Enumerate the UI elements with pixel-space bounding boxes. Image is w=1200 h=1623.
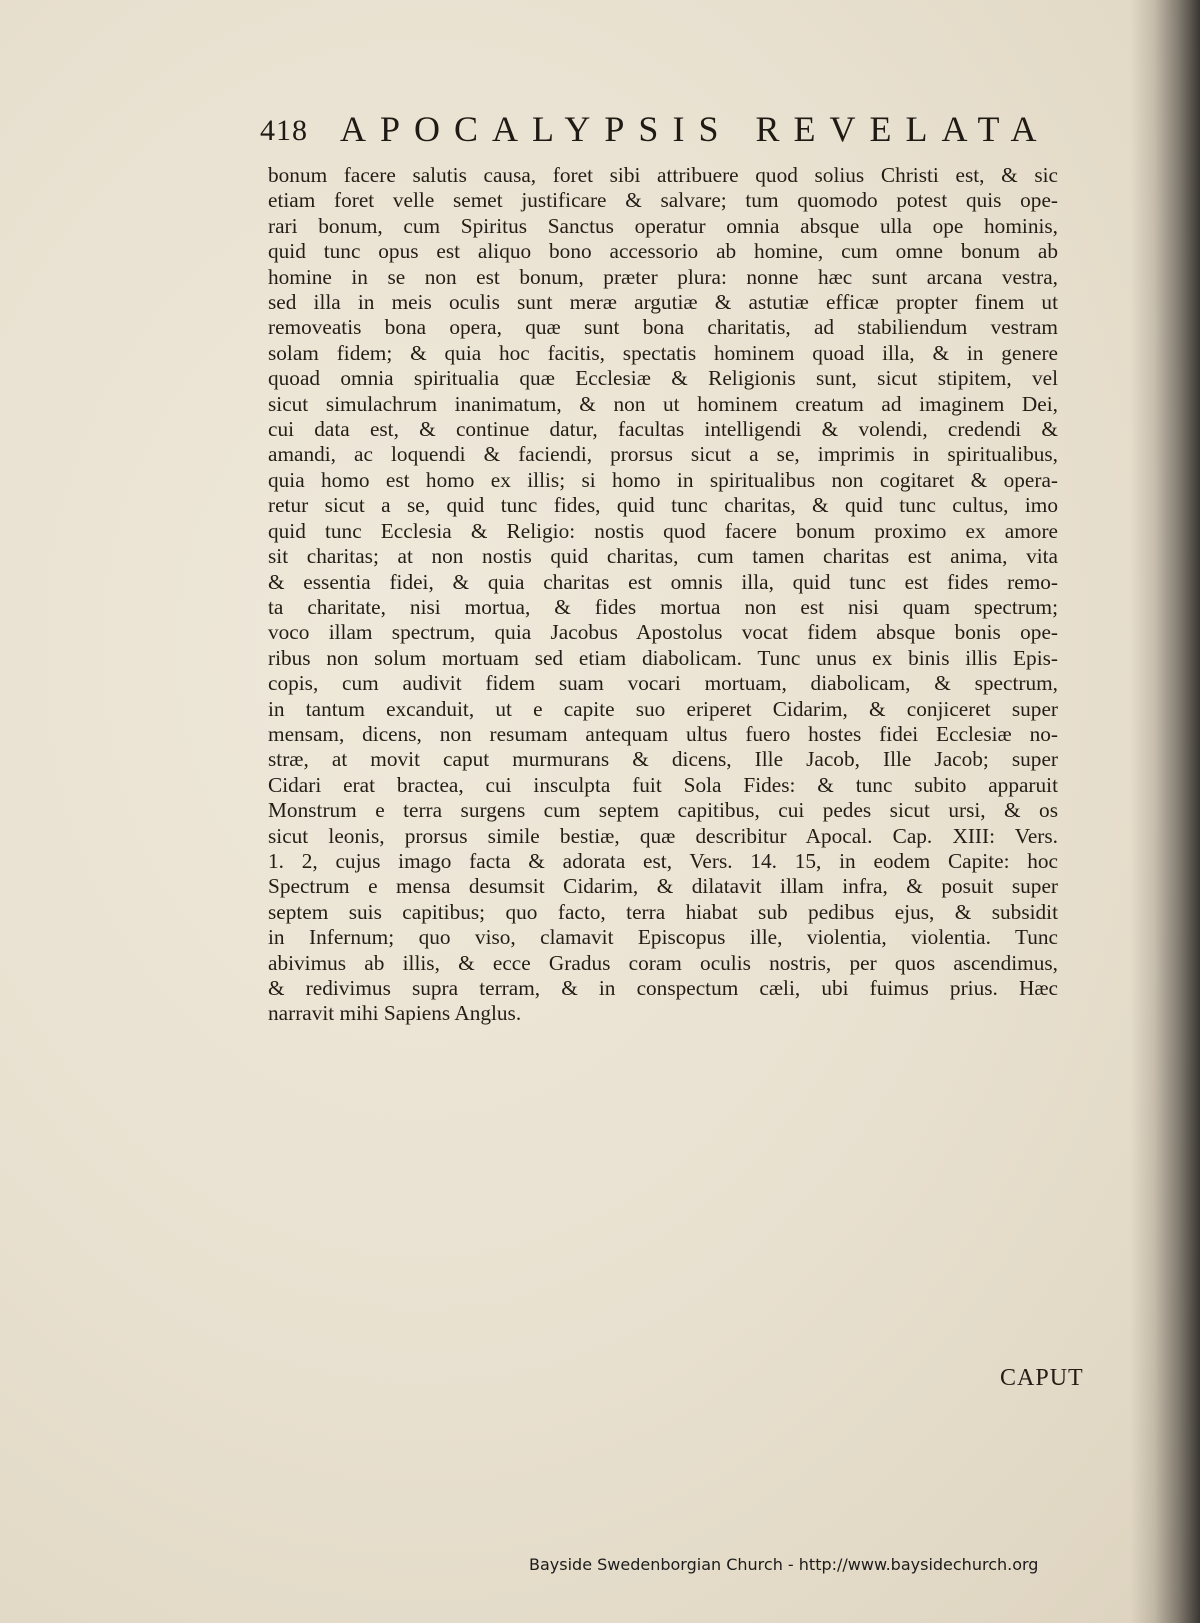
footer-credit: Bayside Swedenborgian Church - http://www.baysidechurch.org xyxy=(529,1555,1039,1574)
text-line: 1. 2, cujus imago facta & adorata est, Vers. 14. 15, in eodem Capite: hoc xyxy=(268,848,1058,873)
text-line: quia homo est homo ex illis; si homo in spiritualibus non cogitaret & opera- xyxy=(268,467,1058,492)
text-line: mensam, dicens, non resumam antequam ultus fuero hostes fidei Ecclesiæ no- xyxy=(268,721,1058,746)
text-line: rari bonum, cum Spiritus Sanctus operatur omnia absque ulla ope hominis, xyxy=(268,213,1058,238)
reverse-side-bleed-through xyxy=(270,1075,1060,1395)
text-line: Cidari erat bractea, cui insculpta fuit Sola Fides: & tunc subito apparuit xyxy=(268,772,1058,797)
text-line: abivimus ab illis, & ecce Gradus coram oculis nostris, per quos ascendimus, xyxy=(268,950,1058,975)
text-line: in tantum excanduit, ut e capite suo eriperet Cidarim, & conjiceret super xyxy=(268,696,1058,721)
text-line: ta charitate, nisi mortua, & fides mortua non est nisi quam spectrum; xyxy=(268,594,1058,619)
text-line: sicut simulachrum inanimatum, & non ut hominem creatum ad imaginem Dei, xyxy=(268,391,1058,416)
text-line: sit charitas; at non nostis quid charitas, cum tamen charitas est anima, vita xyxy=(268,544,1058,569)
text-line: removeatis bona opera, quæ sunt bona charitatis, ad stabiliendum vestram xyxy=(268,315,1058,340)
text-line: in Infernum; quo viso, clamavit Episcopus ille, violentia, violentia. Tunc xyxy=(268,925,1058,950)
text-line: cui data est, & continue datur, facultas intelligendi & volendi, credendi & xyxy=(268,417,1058,442)
text-line: voco illam spectrum, quia Jacobus Apostolus vocat fidem absque bonis ope- xyxy=(268,620,1058,645)
text-line: septem suis capitibus; quo facto, terra hiabat sub pedibus ejus, & subsidit xyxy=(268,899,1058,924)
page-header xyxy=(260,108,1050,158)
text-line: ribus non solum mortuam sed etiam diabolicam. Tunc unus ex binis illis Epis- xyxy=(268,645,1058,670)
running-title: APOCALYPSIS REVELATA xyxy=(340,109,1051,149)
text-line: quoad omnia spiritualia quæ Ecclesiæ & Religionis sunt, sicut stipitem, vel xyxy=(268,366,1058,391)
text-line: quid tunc Ecclesia & Religio: nostis quod facere bonum proximo ex amore xyxy=(268,518,1058,543)
text-line: etiam foret velle semet justificare & salvare; tum quomodo potest quis ope- xyxy=(268,188,1058,213)
text-line: & redivimus supra terram, & in conspectum cæli, ubi fuimus prius. Hæc xyxy=(268,976,1058,1000)
text-line: narravit mihi Sapiens Anglus. xyxy=(268,1001,522,1026)
text-line: stræ, at movit caput murmurans & dicens, Ille Jacob, Ille Jacob; super xyxy=(268,747,1058,772)
text-line: Monstrum e terra surgens cum septem capitibus, cui pedes sicut ursi, & os xyxy=(268,798,1058,823)
text-line: sed illa in meis oculis sunt meræ argutiæ & astutiæ efficæ propter finem ut xyxy=(268,290,1058,315)
text-line: copis, cum audivit fidem suam vocari mortuam, diabolicam, & spectrum, xyxy=(268,671,1058,696)
page-number: 418 xyxy=(260,114,308,147)
text-line: solam fidem; & quia hoc facitis, spectatis hominem quoad illa, & in genere xyxy=(268,340,1058,365)
book-gutter-shadow xyxy=(1130,0,1200,1623)
catchword: CAPUT xyxy=(1000,1365,1084,1391)
text-line: homine in se non est bonum, præter plura: nonne hæc sunt arcana vestra, xyxy=(268,264,1058,289)
text-line: quid tunc opus est aliquo bono accessorio ab homine, cum omne bonum ab xyxy=(268,239,1058,264)
text-line: retur sicut a se, quid tunc fides, quid tunc charitas, & quid tunc cultus, imo xyxy=(268,493,1058,518)
main-text-block xyxy=(268,163,1058,1027)
text-line: Spectrum e mensa desumsit Cidarim, & dilatavit illam infra, & posuit super xyxy=(268,874,1058,899)
text-line: bonum facere salutis causa, foret sibi attribuere quod solius Christi est, & sic xyxy=(268,163,1058,187)
text-line: & essentia fidei, & quia charitas est omnis illa, quid tunc est fides remo- xyxy=(268,569,1058,594)
text-line: sicut leonis, prorsus simile bestiæ, quæ describitur Apocal. Cap. XIII: Vers. xyxy=(268,823,1058,848)
text-line: amandi, ac loquendi & faciendi, prorsus sicut a se, imprimis in spiritualibus, xyxy=(268,442,1058,467)
